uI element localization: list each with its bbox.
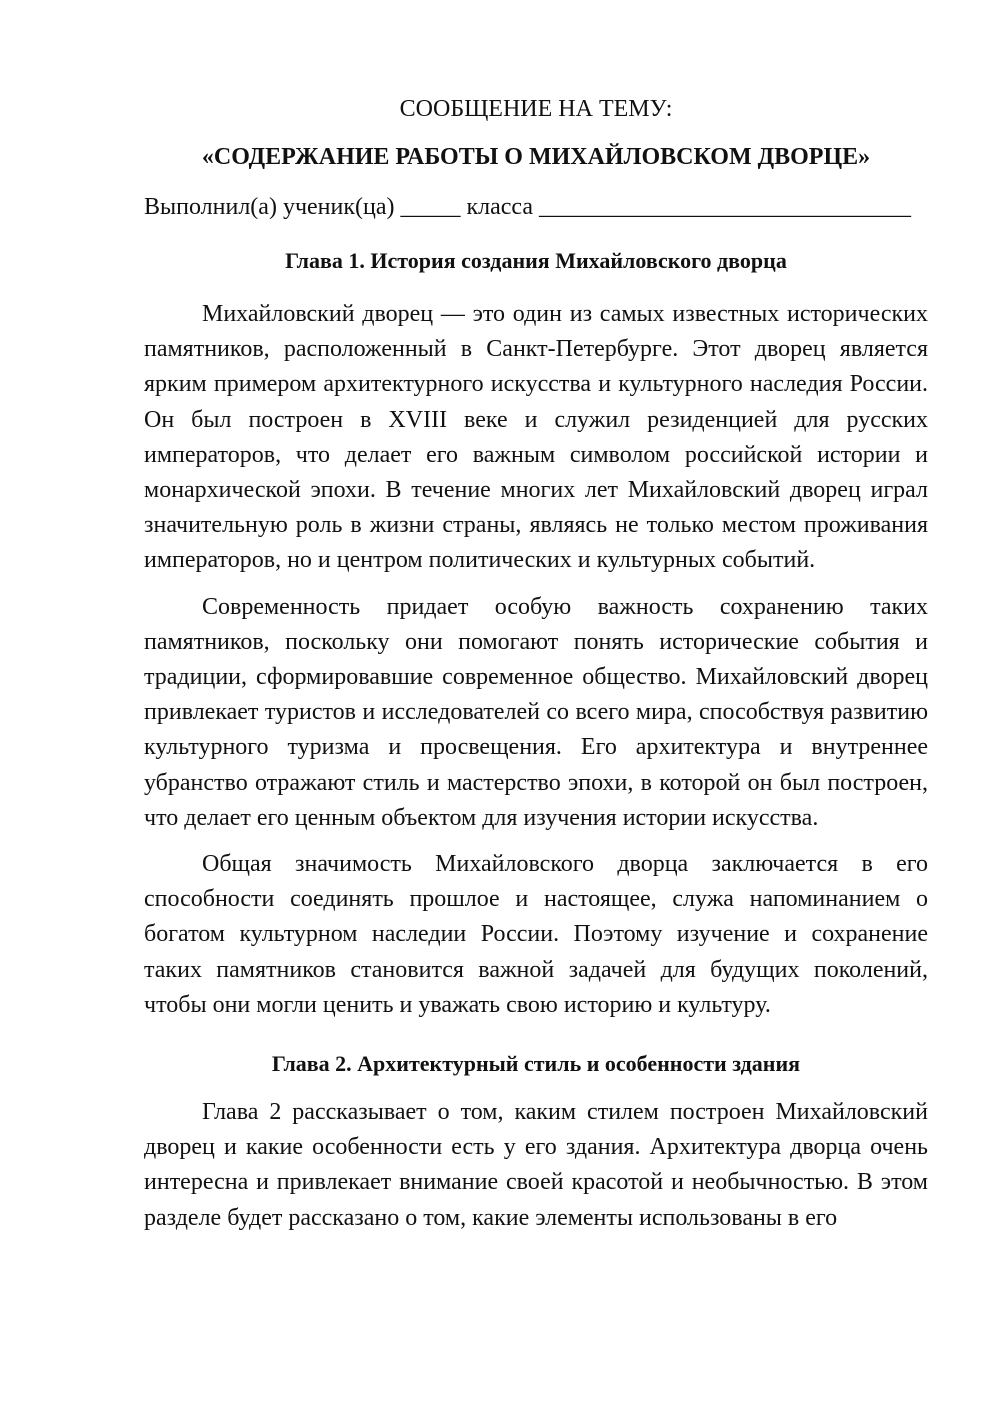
chapter1-paragraph-1: Михайловский дворец — это один из самых известных исторических памятников, расположенный в Санкт-Петербурге. Этот дворец является ярким примером архитектурного искусства и культурного наследия России. Он был построен в XVIII веке и служил резиденцией для русских императоров, что делает его важным символом российской истории и монархической эпохи. В течение многих лет Михайловский дворец играл значительную роль в жизни страны, являясь не только местом проживания императоров, но и центром политических и культурных событий. — [144, 301, 928, 574]
chapter1-heading: Глава 1. История создания Михайловского дворца — [285, 248, 787, 273]
author-line: Выполнил(а) ученик(ца) _____ класса _______________________________ — [144, 194, 912, 220]
document-title-line1: СООБЩЕНИЕ НА ТЕМУ: — [399, 96, 673, 122]
document-page — [144, 92, 928, 1236]
chapter2-heading: Глава 2. Архитектурный стиль и особенности здания — [271, 1051, 801, 1077]
document-title: «СОДЕРЖАНИЕ РАБОТЫ О МИХАЙЛОВСКОМ ДВОРЦЕ» — [201, 144, 871, 170]
chapter1-paragraph-2: Современность придает особую важность сохранению таких памятников, поскольку они помогают понять исторические события и традиции, сформировавшие современное общество. Михайловский дворец привлекает туристов и исследователей со всего мира, способствуя развитию культурного туризма и просвещения. Его архитектура и внутреннее убранство отражают стиль и мастерство эпохи, в которой он был построен, что делает его ценным объектом для изучения истории искусства. — [144, 593, 928, 831]
chapter1-paragraph-3: Общая значимость Михайловского дворца заключается в его способности соединять прошлое и настоящее, служа напоминанием о богатом культурном наследии России. Поэтому изучение и сохранение таких памятников становится важной задачей для будущих поколений, чтобы они могли ценить и уважать свою историю и культуру. — [144, 851, 928, 1018]
chapter2-paragraph-1: Глава 2 рассказывает о том, каким стилем построен Михайловский дворец и какие особенности есть у его здания. Архитектура дворца очень интересна и привлекает внимание своей красотой и необычностью. В этом разделе будет рассказано о том, какие элементы использованы в его — [144, 1099, 928, 1231]
